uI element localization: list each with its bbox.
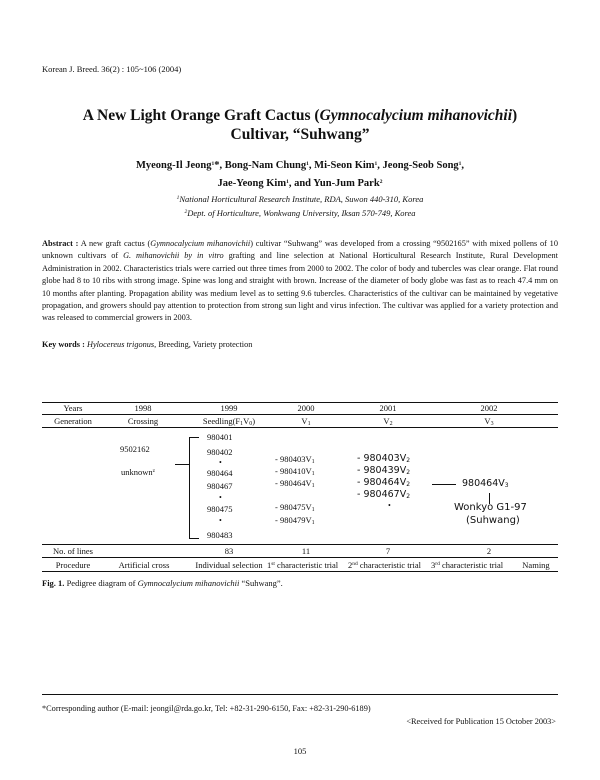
- footnote-divider: [42, 694, 558, 695]
- seedling-ellipsis-dot: •: [219, 516, 222, 525]
- affiliation-2: $^2$Dept. of Horticulture, Wonkwang University, Iksan 570-749, Korea: [184, 208, 416, 218]
- table-body-rule: [42, 544, 558, 545]
- v3-cultivar-name: (Suhwang): [466, 515, 520, 526]
- cross-connector: [175, 464, 189, 465]
- seedling-bracket-bottom: [189, 538, 199, 539]
- procedure-trial-2: 2nd characteristic trial: [348, 560, 421, 570]
- journal-citation: Korean J. Breed. 36(2) : 105~106 (2004): [42, 64, 182, 74]
- table-header-rule: [42, 414, 558, 415]
- seedling-980467: 980467: [207, 481, 233, 491]
- seedling-980483: 980483: [207, 530, 233, 540]
- v1-980403: - 980403V1: [275, 454, 315, 465]
- parent-unknown: unknown$^z$: [121, 467, 156, 477]
- lines-2000: 11: [301, 546, 311, 556]
- gen-crossing: Crossing: [127, 416, 159, 426]
- procedure-trial-3: 3rd characteristic trial: [431, 560, 504, 570]
- procedure-label: Procedure: [55, 560, 91, 570]
- corresponding-author-footnote: *Corresponding author (E-mail: jeongil@rda.go.kr, Tel: +82-31-290-6150, Fax: +82-31-290-6189): [42, 704, 371, 713]
- gen-v2: V2: [383, 416, 393, 427]
- procedure-trial-1: 1st characteristic trial: [267, 560, 339, 570]
- gen-v1: V1: [301, 416, 311, 427]
- table-bottom-rule: [42, 571, 558, 572]
- year-1998: 1998: [134, 403, 152, 413]
- seedling-980402: 980402: [207, 447, 233, 457]
- author-list: [0, 156, 600, 192]
- procedure-cross: Artificial cross: [118, 560, 170, 570]
- keywords-label: Key words :: [42, 340, 85, 349]
- v2-980403: - 980403V2: [357, 453, 411, 464]
- procedure-naming: Naming: [522, 560, 550, 570]
- table-generation-rule: [42, 427, 558, 428]
- v2-980439: - 980439V2: [357, 465, 411, 476]
- header-years: Years: [63, 403, 83, 413]
- v2-to-v3-connector: [432, 484, 456, 485]
- figure-caption: Fig. 1. Pedigree diagram of Gymnocalycium mihanovichii “Suhwang”.: [42, 578, 283, 588]
- abstract-label: Abstract :: [42, 239, 79, 248]
- author-line-2: Jae-Yeong Kim$^1$, and Yun-Jum Park$^2$: [217, 178, 383, 189]
- v1-980479: - 980479V1: [275, 515, 315, 526]
- title-line-1: A New Light Orange Graft Cactus (Gymnocalycium mihanovichii): [82, 107, 518, 124]
- lines-2002: 2: [486, 546, 492, 556]
- v1-980475: - 980475V1: [275, 502, 315, 513]
- affiliation-1: $^1$National Horticultural Research Institute, RDA, Suwon 440-310, Korea: [176, 194, 424, 204]
- seedling-ellipsis-dot: •: [219, 493, 222, 502]
- seedling-980475: 980475: [207, 504, 233, 514]
- lines-1999: 83: [224, 546, 234, 556]
- v3-980464: 980464V3: [462, 478, 509, 489]
- figure-label: Fig. 1.: [42, 578, 65, 588]
- parent-9502162: 9502162: [120, 444, 150, 454]
- abstract: Abstract : A new graft cactus (Gymnocalycium mihanovichii) cultivar “Suhwang” was developed from a crossing “9502165” with mixed pollens of 10 unknown cultivars of G. mihanovichii by in vitro grafting and line selection at National Horticultural Research Institute, Rural Development Administration in 2002. Characteristics trials were carried out three times from 2000 to 2002. The color of body and tubercles was clear orange. Flat round globe had 8 to 10 ribs with strong image. Spine was long and straight with brown. Increase of the diameter of body globe was fast as to reach 47.4 mm on 10 months after planting. Propagation ability was medium level as to setting 9.6 tubercles. Characteristics of the cultivar can be maintained by vegetative propagation, and growers should pay attention to protection from strong sun light and virus infection. The cultivar was applied for a variety protection and was released to commercial growers in 2003.: [42, 239, 558, 323]
- seedling-bracket: [189, 437, 190, 538]
- seedling-bracket-top: [189, 437, 199, 438]
- lines-label: No. of lines: [53, 546, 93, 556]
- paper-title: [0, 106, 600, 144]
- year-1999: 1999: [220, 403, 238, 413]
- v2-ellipsis-dot: •: [388, 501, 391, 510]
- seedling-980401: 980401: [207, 432, 233, 442]
- v2-980464: - 980464V2: [357, 477, 411, 488]
- keywords: Key words : Hylocereus trigonus, Breeding, Variety protection: [42, 340, 253, 349]
- procedure-selection: Individual selection: [195, 560, 263, 570]
- year-2000: 2000: [297, 403, 315, 413]
- seedling-ellipsis-dot: •: [219, 458, 222, 467]
- page-number: 105: [293, 746, 307, 756]
- v1-980410: - 980410V1: [275, 466, 315, 477]
- affiliations: [0, 192, 600, 220]
- gen-v3: V3: [484, 416, 494, 427]
- title-line-2: Cultivar, “Suhwang”: [230, 126, 370, 143]
- seedling-980464: 980464: [207, 468, 233, 478]
- v1-980464: - 980464V1: [275, 478, 315, 489]
- year-2002: 2002: [480, 403, 498, 413]
- lines-2001: 7: [385, 546, 391, 556]
- v3-breeding-name: Wonkyo G1-97: [454, 502, 527, 513]
- v2-980467: - 980467V2: [357, 489, 411, 500]
- author-line-1: Myeong-Il Jeong$^1$*, Bong-Nam Chung$^1$, Mi-Seon Kim$^1$, Jeong-Seob Song$^1$,: [135, 160, 465, 171]
- received-date: <Received for Publication 15 October 2003>: [406, 717, 556, 726]
- gen-seedling: Seedling(F1V0): [202, 416, 256, 427]
- table-lines-rule: [42, 557, 558, 558]
- year-2001: 2001: [379, 403, 397, 413]
- header-generation: Generation: [54, 416, 92, 426]
